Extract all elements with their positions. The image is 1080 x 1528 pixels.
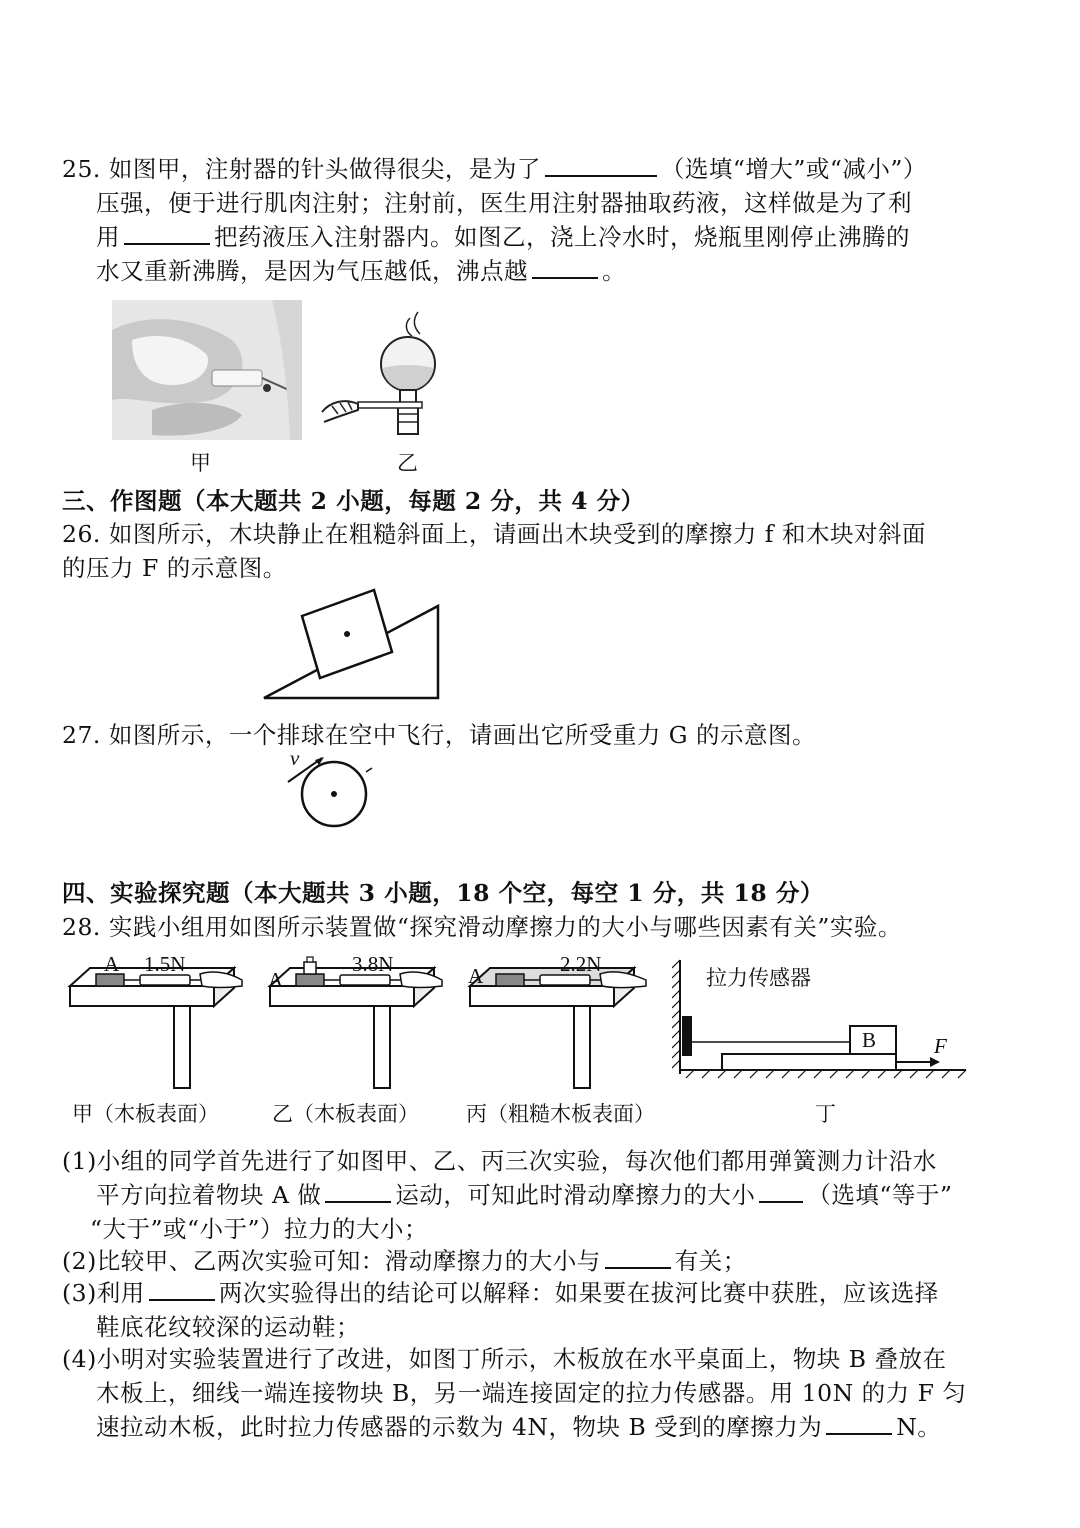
- bing-force-label: 2.2N: [560, 952, 602, 976]
- ding-sensor-label: 拉力传感器: [706, 966, 811, 990]
- q25-line4: 水又重新沸腾，是因为气压越低，沸点越 。: [96, 257, 626, 285]
- q25-line1: 25. 如图甲，注射器的针头做得很尖，是为了 （选填“增大”或“减小”）: [62, 155, 927, 183]
- caption-yi: 乙: [397, 451, 418, 475]
- bing-caption: 丙（粗糙木板表面）: [466, 1102, 655, 1126]
- caption-jia: 甲: [190, 451, 211, 475]
- incline-diagram: [258, 588, 448, 704]
- syringe-photo: [112, 300, 302, 440]
- ding-block-label: B: [862, 1028, 877, 1052]
- block-center-dot: [344, 631, 350, 637]
- q28-blank3[interactable]: [605, 1245, 671, 1269]
- experiment-bing: [466, 956, 652, 1092]
- ding-caption: 丁: [815, 1102, 836, 1126]
- bing-block-label: A: [468, 964, 484, 988]
- section4-title: 四、实验探究题（本大题共 3 小题，18 个空，每空 1 分，共 18 分）: [62, 879, 824, 907]
- q26-line2: 的压力 F 的示意图。: [62, 554, 287, 582]
- q28-p3-line2: 鞋底花纹较深的运动鞋；: [96, 1313, 360, 1341]
- q25-blank3[interactable]: [532, 255, 598, 279]
- q25-blank1[interactable]: [545, 153, 657, 177]
- q28-p1-line3: “大于”或“小于”）拉力的大小；: [90, 1215, 429, 1243]
- q28-p1-line2: 平方向拉着物块 A 做 运动，可知此时滑动摩擦力的大小 （选填“等于”: [96, 1181, 953, 1209]
- yi-caption: 乙（木板表面）: [272, 1102, 419, 1126]
- q25-blank2[interactable]: [124, 221, 210, 245]
- section3-title: 三、作图题（本大题共 2 小题，每题 2 分，共 4 分）: [62, 487, 645, 515]
- q28-blank4[interactable]: [149, 1277, 215, 1301]
- yi-block-label: A: [268, 968, 284, 992]
- jia-caption: 甲（木板表面）: [72, 1102, 219, 1126]
- q28-intro: 28. 实践小组用如图所示装置做“探究滑动摩擦力的大小与哪些因素有关”实验。: [62, 913, 902, 941]
- q28-p2: (2)比较甲、乙两次实验可知：滑动摩擦力的大小与 有关；: [62, 1247, 747, 1275]
- jia-block-label: A: [104, 952, 120, 976]
- flask-diagram: [318, 306, 448, 438]
- q26-line1: 26. 如图所示，木块静止在粗糙斜面上，请画出木块受到的摩擦力 f 和木块对斜面: [62, 520, 926, 548]
- q25-line2: 压强，便于进行肌肉注射；注射前，医生用注射器抽取药液，这样做是为了利: [96, 189, 912, 217]
- q28-p1-line1: (1)小组的同学首先进行了如图甲、乙、丙三次实验，每次他们都用弹簧测力计沿水: [62, 1147, 937, 1175]
- yi-force-label: 3.8N: [352, 952, 394, 976]
- q28-p4-line3: 速拉动木板，此时拉力传感器的示数为 4N，物块 B 受到的摩擦力为 N。: [96, 1413, 942, 1441]
- q28-p4-line2: 木板上，细线一端连接物块 B，另一端连接固定的拉力传感器。用 10N 的力 F 匀: [96, 1379, 967, 1407]
- q28-p4-line1: (4)小明对实验装置进行了改进，如图丁所示，木板放在水平桌面上，物块 B 叠放在: [62, 1345, 947, 1373]
- q28-blank1[interactable]: [325, 1179, 391, 1203]
- q28-blank5[interactable]: [826, 1411, 892, 1435]
- q25-line3: 用 把药液压入注射器内。如图乙，浇上冷水时，烧瓶里刚停止沸腾的: [96, 223, 910, 251]
- ding-force-label: F: [934, 1034, 947, 1058]
- q28-blank2[interactable]: [759, 1179, 803, 1203]
- jia-force-label: 1.5N: [144, 952, 186, 976]
- velocity-label: v: [290, 746, 300, 770]
- q27-line1: 27. 如图所示，一个排球在空中飞行，请画出它所受重力 G 的示意图。: [62, 721, 817, 749]
- q28-p3-line1: (3)利用 两次实验得出的结论可以解释：如果要在拔河比赛中获胜，应该选择: [62, 1279, 939, 1307]
